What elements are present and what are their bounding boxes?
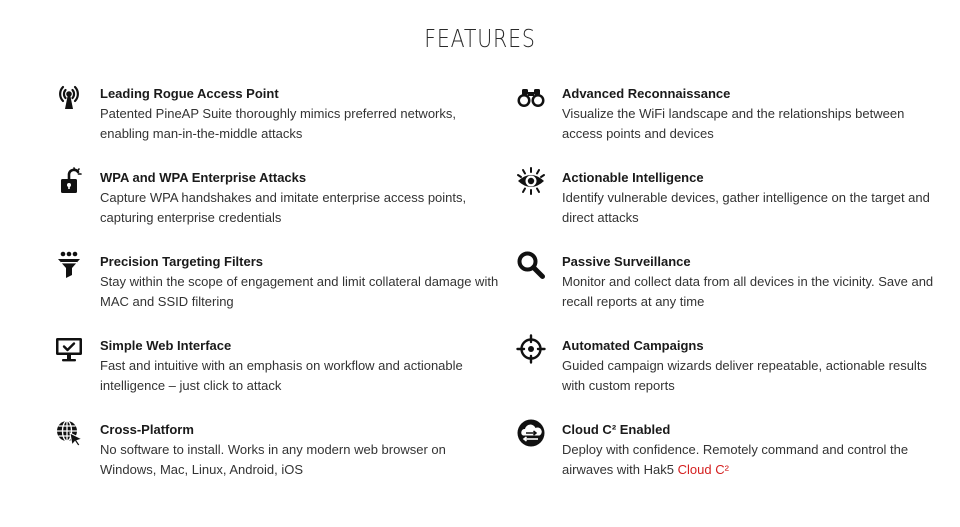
antenna-icon: [54, 82, 84, 112]
feature-web-interface: [100, 336, 500, 396]
feature-passive-surveillance: [562, 252, 942, 312]
crosshair-icon: [516, 334, 546, 364]
feature-title: Cloud C² Enabled: [562, 422, 671, 437]
feature-description: No software to install. Works in any modern web browser on Windows, Mac, Linux, Android, iOS: [100, 442, 446, 477]
feature-description: Monitor and collect data from all devices in the vicinity. Save and recall reports at any time: [562, 274, 934, 309]
globe-cursor-icon: [54, 418, 84, 448]
feature-title: Cross-Platform: [100, 422, 194, 437]
feature-actionable-intelligence: [562, 168, 942, 228]
filter-funnel-icon: [54, 250, 84, 280]
feature-description: Capture WPA handshakes and imitate enterprise access points, capturing enterprise credentials: [100, 190, 467, 225]
feature-wpa-attacks: [100, 168, 500, 228]
feature-description: Visualize the WiFi landscape and the relationships between access points and devices: [562, 106, 905, 141]
feature-description: Stay within the scope of engagement and limit collateral damage with MAC and SSID filtering: [100, 274, 499, 309]
feature-rogue-access-point: [100, 84, 500, 144]
feature-cross-platform: [100, 420, 500, 480]
feature-cloud-c2: [562, 420, 942, 480]
feature-title: Leading Rogue Access Point: [100, 86, 279, 101]
feature-targeting-filters: [100, 252, 500, 312]
feature-title: Automated Campaigns: [562, 338, 704, 353]
feature-title: Advanced Reconnaissance: [562, 86, 731, 101]
feature-description: Patented PineAP Suite thoroughly mimics preferred networks, enabling man-in-the-middle attacks: [100, 106, 456, 141]
feature-title: Passive Surveillance: [562, 254, 691, 269]
cloud-c2-link[interactable]: Cloud C²: [677, 462, 729, 477]
feature-description: [562, 440, 942, 480]
feature-description: Fast and intuitive with an emphasis on workflow and actionable intelligence – just click to attack: [100, 358, 463, 393]
unlocked-padlock-icon: [54, 166, 84, 196]
feature-description: Identify vulnerable devices, gather intelligence on the target and direct attacks: [562, 190, 930, 225]
section-title: FEATURES: [424, 24, 536, 53]
feature-title: WPA and WPA Enterprise Attacks: [100, 170, 307, 185]
feature-advanced-reconnaissance: [562, 84, 942, 144]
feature-title: Precision Targeting Filters: [100, 254, 264, 269]
feature-title: Actionable Intelligence: [562, 170, 704, 185]
feature-description: Guided campaign wizards deliver repeatable, actionable results with custom reports: [562, 358, 927, 393]
feature-title: Simple Web Interface: [100, 338, 232, 353]
feature-automated-campaigns: [562, 336, 942, 396]
magnifier-icon: [516, 250, 546, 280]
eye-icon: [516, 166, 546, 196]
cloud-sync-icon: [516, 418, 546, 448]
binoculars-icon: [516, 82, 546, 112]
feature-description-text: Deploy with confidence. Remotely command and control the airwaves with Hak5: [562, 442, 909, 477]
monitor-check-icon: [54, 334, 84, 364]
